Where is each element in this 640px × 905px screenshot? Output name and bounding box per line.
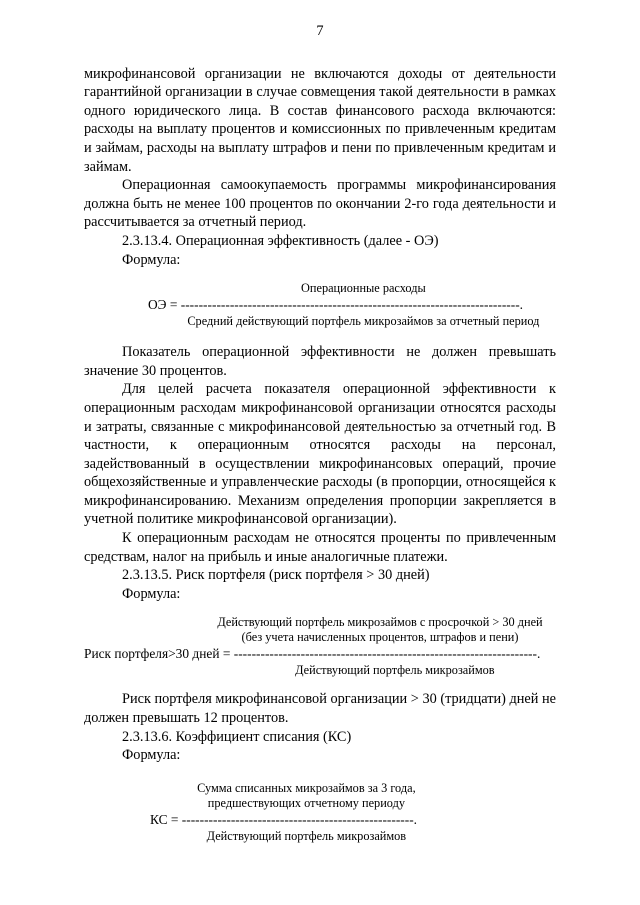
paragraph: микрофинансовой организации не включаются доходы от деятельности гарантийной организации в случае совмещения такой деятельности в рамках одного юридического лица. В состав финансового расхода включаются: расходы на выплату процентов и комиссионных по привлеченным кредитам и займам, расходы на выплату штрафов и пени по привлеченным кредитам и займам. [84, 65, 556, 175]
formula-denominator: Средний действующий портфель микрозаймов за отчетный период [187, 314, 540, 329]
section-heading: 2.3.13.5. Риск портфеля (риск портфеля > 30 дней) [122, 567, 430, 584]
formula-writeoff-ratio [150, 781, 431, 844]
formula-lhs: КС = [150, 811, 182, 827]
paragraph: Операционная самоокупаемость программы микрофинансирования должна быть не менее 100 процентов по окончании 2-го года деятельности и рассчитывается за отчетный период. [84, 177, 556, 231]
paragraph: К операционным расходам не относятся проценты по привлеченным средствам, налог на прибыль и иные аналогичные платежи. [84, 530, 556, 565]
formula-denominator: Действующий портфель микрозаймов [295, 663, 495, 678]
page-number: 7 [316, 23, 324, 39]
formula-label: Формула: [122, 747, 181, 764]
formula-lhs: ОЭ = [148, 297, 181, 313]
formula-numerator-line: (без учета начисленных процентов, штрафов и пени) [241, 630, 519, 645]
formula-denominator: Действующий портфель микрозаймов [206, 828, 407, 843]
formula-label: Формула: [122, 585, 181, 602]
formula-operational-efficiency [148, 281, 546, 329]
paragraph: Для целей расчета показателя операционной эффективности к операционным расходам микрофинансовой организации относятся расходы и затраты, связанные с микрофинансовой деятельностью за отчетный год. В частности, к операционным относятся расходы на персонал, задействованный в осуществлении микрофинансовых операций, прочие общехозяйственные и управленческие расходы (в пропорции, относящейся к микрофинансированию. Механизм определения пропорции закрепляется в учетной политике микрофинансовой организации). [84, 381, 556, 528]
formula-numerator-line: Сумма списанных микрозаймов за 3 года, [197, 780, 416, 795]
formula-numerator: Операционные расходы [301, 281, 426, 296]
formula-fraction-bar: --------------------------------------------------------------------. [233, 646, 541, 662]
section-heading: 2.3.13.6. Коэффициент списания (КС) [122, 728, 352, 745]
paragraph: Риск портфеля микрофинансовой организации > 30 (тридцати) дней не должен превышать 12 процентов. [84, 691, 556, 727]
formula-fraction-bar: ----------------------------------------------------------------------------. [180, 297, 524, 313]
formula-numerator-line: Действующий портфель микрозаймов с просрочкой > 30 дней [217, 615, 543, 630]
formula-numerator [182, 781, 431, 811]
formula-numerator [84, 615, 556, 645]
formula-fraction-bar: ----------------------------------------------------. [181, 811, 418, 827]
formula-numerator-line: предшествующих отчетному периоду [207, 795, 405, 810]
formula-label: Формула: [122, 251, 181, 268]
section-heading: 2.3.13.4. Операционная эффективность (далее - ОЭ) [122, 232, 439, 249]
formula-lhs: Риск портфеля>30 дней = [84, 646, 234, 662]
formula-portfolio-risk [84, 615, 556, 678]
paragraph: Показатель операционной эффективности не должен превышать значение 30 процентов. [84, 344, 556, 379]
